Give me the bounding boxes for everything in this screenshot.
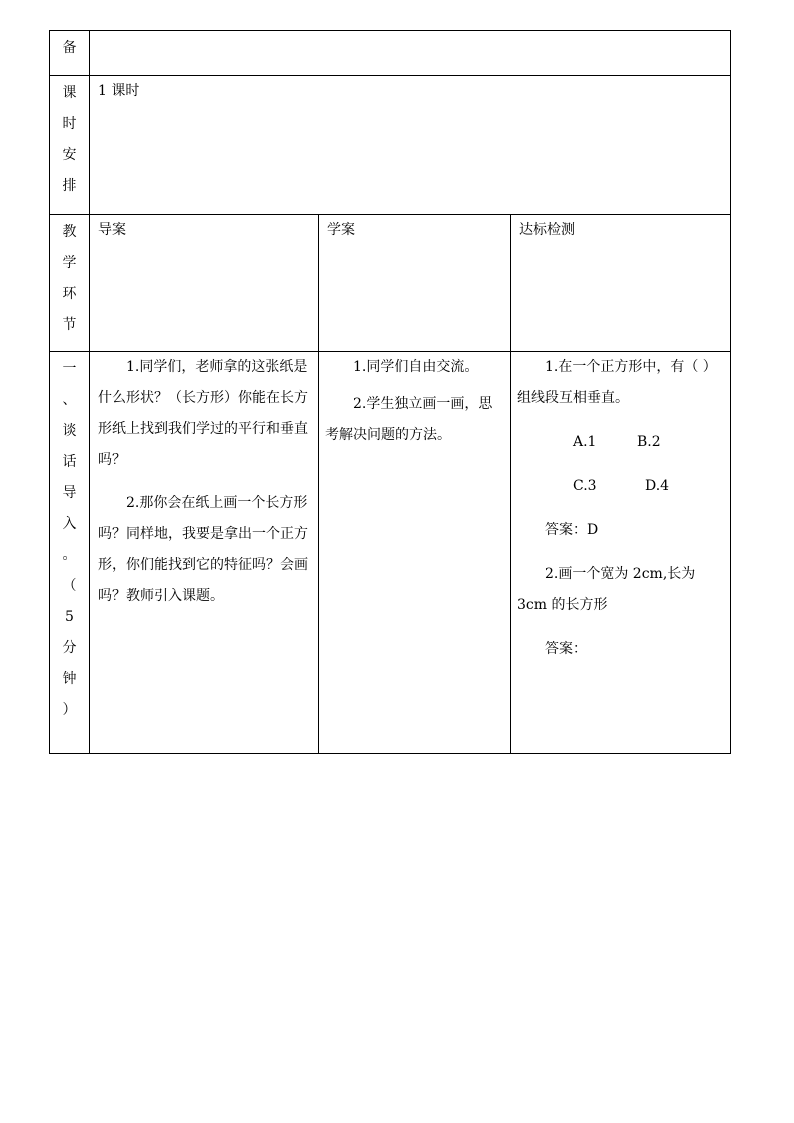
row-bei (50, 31, 731, 76)
label-char: 安 (62, 147, 77, 163)
column-header-guide: 导案 (90, 215, 319, 352)
label-char: 5 (65, 609, 74, 625)
guide-paragraph: 1.同学们，老师拿的这张纸是什么形状？（长方形）你能在长方形纸上找到我们学过的平行和垂直吗？ (98, 359, 308, 468)
check-answer-2: 答案： (545, 641, 587, 657)
label-char: 环 (62, 286, 77, 302)
label-char: 排 (62, 178, 77, 194)
label-char: 分 (62, 640, 77, 656)
check-content-cell (511, 352, 731, 754)
check-options-cd (517, 471, 724, 502)
label-char: 、 (62, 392, 77, 408)
check-options-ab (517, 427, 724, 458)
label-char: 谈 (62, 423, 77, 439)
study-content-cell (319, 352, 511, 754)
label-char: （ (62, 578, 77, 594)
column-header-study: 学案 (319, 215, 511, 352)
label-char: ） (62, 702, 77, 718)
option-d: D.4 (645, 478, 670, 494)
option-a: A.1 (573, 434, 597, 450)
option-c: C.3 (573, 478, 597, 494)
row-section1 (50, 352, 731, 754)
label-char: 导 (62, 485, 77, 501)
row-label-section1 (50, 352, 90, 754)
label-char: 话 (62, 454, 77, 470)
label-char: 钟 (62, 671, 77, 687)
study-paragraph: 1.同学们自由交流。 (353, 359, 479, 375)
bei-content-cell (90, 31, 731, 76)
label-char: 备 (62, 40, 77, 56)
column-header-check: 达标检测 (511, 215, 731, 352)
label-char: 时 (62, 116, 77, 132)
option-b: B.2 (637, 434, 661, 450)
row-label-schedule (50, 76, 90, 215)
guide-paragraph: 2.那你会在纸上画一个长方形吗？同样地，我要是拿出一个正方形，你们能找到它的特征吗？会画吗？教师引入课题。 (98, 495, 308, 604)
study-paragraph: 2.学生独立画一画，思考解决问题的方法。 (325, 396, 493, 443)
label-char: 节 (62, 317, 77, 333)
check-question-2: 2.画一个宽为 2cm,长为3cm 的长方形 (517, 566, 696, 613)
check-question-1: 1.在一个正方形中，有（ ）组线段互相垂直。 (517, 359, 717, 406)
label-char: 课 (62, 85, 77, 101)
label-char: 。 (62, 547, 77, 563)
label-char: 学 (62, 255, 77, 271)
guide-content-cell (90, 352, 319, 754)
row-schedule (50, 76, 731, 215)
schedule-content: 1 课时 (90, 76, 731, 215)
row-header (50, 215, 731, 352)
row-label-header (50, 215, 90, 352)
label-char: 一 (62, 361, 77, 377)
label-char: 入 (62, 516, 77, 532)
check-answer-1: 答案：D (545, 522, 599, 538)
label-char: 教 (62, 224, 77, 240)
lesson-plan-table (49, 30, 731, 754)
row-label-bei (50, 31, 90, 76)
